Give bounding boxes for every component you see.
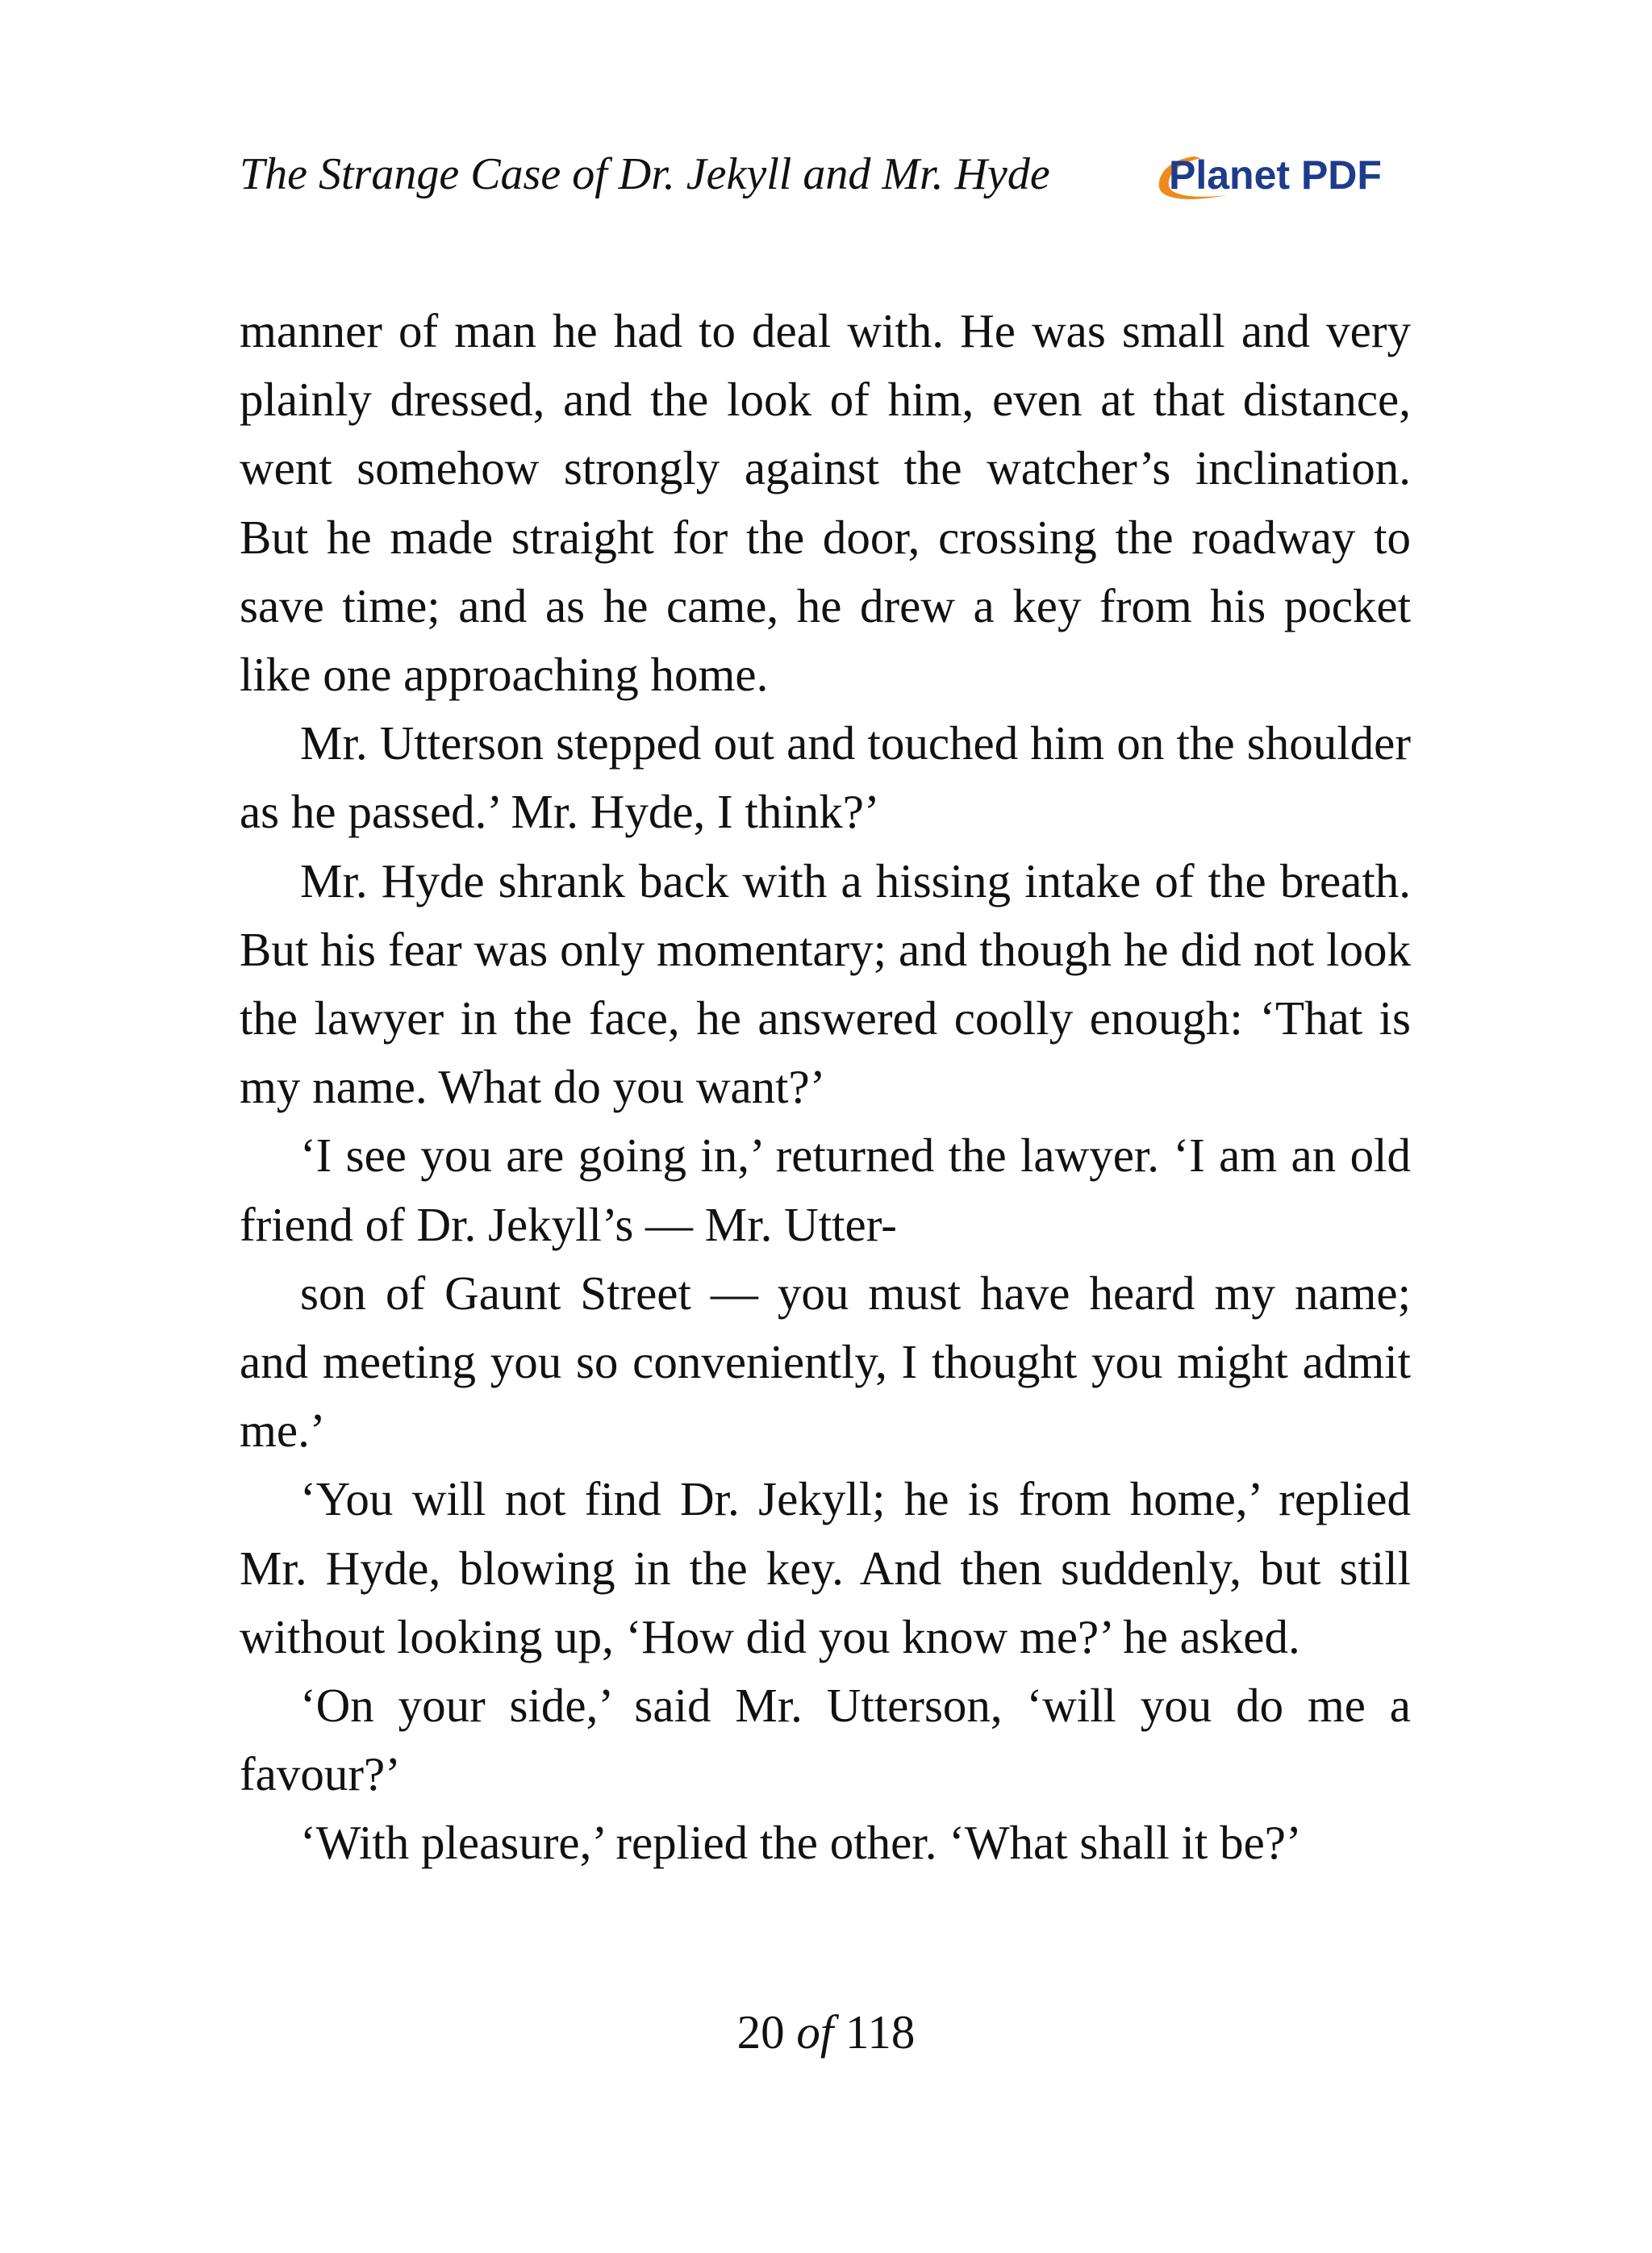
- paragraph: ‘On your side,’ said Mr. Utterson, ‘will you do me a favour?’: [240, 1679, 1411, 1801]
- body-text: [240, 297, 1411, 1878]
- logo-text: Planet PDF: [1169, 152, 1382, 198]
- page-of: of: [796, 2005, 834, 2059]
- page-total: 118: [845, 2005, 916, 2059]
- paragraph: manner of man he had to deal with. He was small and very plainly dressed, and the look of him, even at that distance, went somehow strongly against the watcher’s inclination. But he made straight for the door, crossing the roadway to save time; and as he came, he drew a key from his pocket like one approaching home.: [240, 304, 1411, 702]
- paragraph: ‘You will not find Dr. Jekyll; he is from home,’ replied Mr. Hyde, blowing in the key. And then suddenly, but still without looking up, ‘How did you know me?’ he asked.: [240, 1472, 1411, 1663]
- book-title: The Strange Case of Dr. Jekyll and Mr. Hyde: [240, 149, 1050, 199]
- planet-pdf-logo: [1153, 150, 1411, 207]
- paragraph: son of Gaunt Street — you must have heard my name; and meeting you so conveniently, I thought you might admit me.’: [240, 1266, 1411, 1458]
- page-number: [0, 2005, 1652, 2059]
- page-header: [240, 145, 1411, 218]
- page-current: 20: [736, 2005, 785, 2059]
- paragraph: ‘With pleasure,’ replied the other. ‘What shall it be?’: [300, 1816, 1302, 1870]
- paragraph: ‘I see you are going in,’ returned the lawyer. ‘I am an old friend of Dr. Jekyll’s — Mr. Utter-: [240, 1129, 1411, 1251]
- paragraph: Mr. Hyde shrank back with a hissing intake of the breath. But his fear was only momentary; and though he did not look the lawyer in the face, he answered coolly enough: ‘That is my name. What do you want?’: [240, 853, 1411, 1114]
- paragraph: Mr. Utterson stepped out and touched him on the shoulder as he passed.’ Mr. Hyde, I think?’: [240, 716, 1411, 839]
